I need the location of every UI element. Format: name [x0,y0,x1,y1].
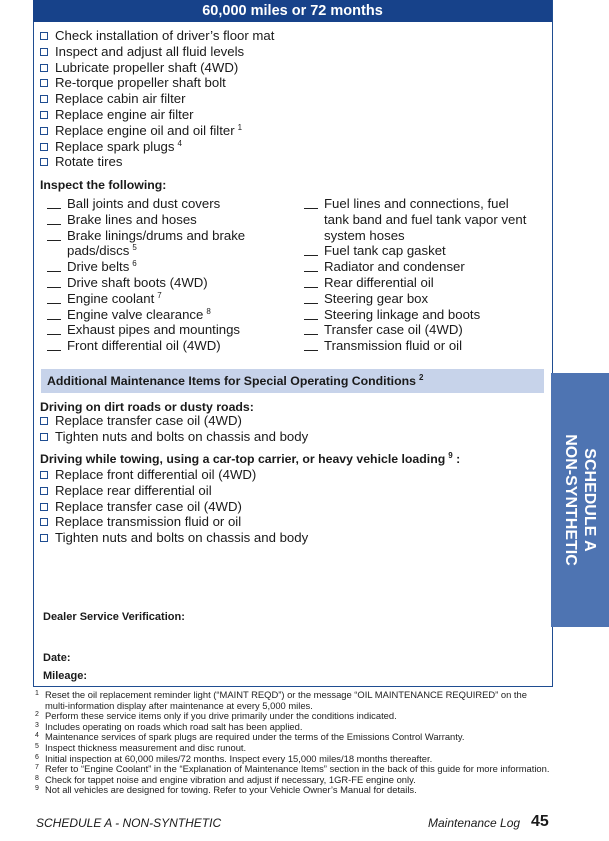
item-label: Engine coolant [67,290,155,306]
towing-heading: Driving while towing, using a car-top carrier, or heavy vehicle loading $^9$ : [40,451,461,466]
item-label: Lubricate propeller shaft (4WD) [55,59,239,75]
inspect-item [304,243,536,259]
checkbox[interactable] [40,471,48,479]
item-label: Drive shaft boots (4WD) [67,274,208,290]
footnote-text: Refer to “Engine Coolant” in the “Explanation of Maintenance Items” section in the back of this guide for more information. [45,763,550,775]
footnote-ref: 6 [132,259,137,269]
inspect-item [47,275,247,291]
towing-item [40,514,308,530]
check-blank[interactable] [304,334,318,335]
footnote-text: Check for tappet noise and engine vibration and adjust if necessary, 1GR-FE engine only. [45,773,416,785]
footnote-text: Reset the oil replacement reminder light (“MAINT REQD”) or the message “OIL MAINTENANCE REQUIRED” on the multi-information display after maintenance at every 5,000 miles. [45,689,527,711]
dirt-roads-list [40,413,308,445]
footnote [35,785,551,796]
item-label: Transmission fluid or oil [324,338,463,354]
item-label: Inspect and adjust all fluid levels [55,43,245,59]
footnote-number: 2 [35,711,39,719]
service-item [40,107,274,123]
check-blank[interactable] [47,334,61,335]
check-blank[interactable] [304,319,318,320]
item-label: Rotate tires [55,154,123,170]
check-blank[interactable] [47,303,61,304]
checkbox[interactable] [40,433,48,441]
checkbox[interactable] [40,503,48,511]
towing-item [40,483,308,499]
footnotes [35,690,551,796]
check-blank[interactable] [304,287,318,288]
footnote-number: 3 [35,721,39,729]
inspect-item [47,228,247,260]
footnote-ref: 5 [132,243,137,253]
footnote-ref: 7 [157,290,162,300]
check-blank[interactable] [304,255,318,256]
date-label: Date: [43,652,71,664]
item-label: Ball joints and dust covers [67,196,221,211]
item-label: Re-torque propeller shaft bolt [55,75,226,91]
additional-maintenance-band [41,369,544,393]
item-label: Steering gear box [324,290,429,306]
inspect-item [47,212,247,228]
item-label: Replace transfer case oil (4WD) [55,498,242,514]
check-blank[interactable] [47,350,61,351]
inspect-heading: Inspect the following: [40,178,167,192]
additional-maintenance-title: Additional Maintenance Items for Special Operating Conditions $^2$ [47,373,424,388]
item-label: Steering linkage and boots [324,306,481,322]
footnote-text: Perform these service items only if you drive primarily under the conditions indicated. [45,710,397,722]
check-blank[interactable] [304,350,318,351]
footnote-number: 1 [35,690,39,697]
inspect-item [304,307,536,323]
check-blank[interactable] [47,271,61,272]
checkbox[interactable] [40,417,48,425]
check-blank[interactable] [47,319,61,320]
footer-schedule-label: SCHEDULE A - NON-SYNTHETIC [36,816,222,830]
footnote-text: Inspect thickness measurement and disc runout. [45,741,247,753]
inspect-item [47,307,247,323]
dirt-item [40,429,308,445]
page-number: 45 [531,813,549,830]
footnote-text: Not all vehicles are designed for towing. Refer to your Vehicle Owner’s Manual for details. [45,784,417,796]
footnote-number: 5 [35,742,39,750]
inspect-item [304,196,536,243]
item-label: Drive belts [67,259,130,275]
side-tab-label: SCHEDULE A NON-SYNTHETIC [562,434,598,566]
footnote-text: Maintenance services of spark plugs are required under the terms of the Emissions Control Warranty. [45,731,465,743]
schedule-side-tab [551,373,609,627]
item-label: Replace rear differential oil [55,482,212,498]
interval-header: 60,000 miles or 72 months [33,0,552,22]
item-label: Rear differential oil [324,274,434,290]
item-label: Fuel lines and connections, fuel tank band and fuel tank vapor vent system hoses [324,196,527,243]
footer-log-label: Maintenance Log [428,816,521,830]
item-label: Tighten nuts and bolts on chassis and body [55,428,309,444]
checkbox[interactable] [40,95,48,103]
check-blank[interactable] [304,303,318,304]
towing-list [40,467,308,546]
inspect-item [304,322,536,338]
inspect-item [47,322,247,338]
item-label: Fuel tank cap gasket [324,243,446,259]
service-item [40,123,274,139]
service-item [40,75,274,91]
footnote-number: 4 [35,732,39,740]
inspect-item [304,275,536,291]
dirt-roads-heading: Driving on dirt roads or dusty roads: [40,400,254,414]
checkbox[interactable] [40,534,48,542]
item-label: Replace transmission fluid or oil [55,514,242,530]
footnote-number: 6 [35,753,39,761]
inspect-item [304,291,536,307]
checkbox[interactable] [40,487,48,495]
inspect-list-right [304,196,536,354]
checkbox[interactable] [40,158,48,166]
inspect-item [304,259,536,275]
item-label: Radiator and condenser [324,259,465,275]
item-label: Brake lines and hoses [67,211,197,227]
check-blank[interactable] [47,224,61,225]
check-blank[interactable] [304,208,318,209]
service-item [40,60,274,76]
towing-item [40,530,308,546]
checkbox[interactable] [40,518,48,526]
item-label: Check installation of driver’s floor mat [55,28,275,43]
checkbox[interactable] [40,48,48,56]
mileage-label: Mileage: [43,670,88,682]
item-label: Transfer case oil (4WD) [324,322,463,338]
checkbox[interactable] [40,32,48,40]
service-item [40,139,274,155]
inspect-item [47,291,247,307]
footnote-ref: 1 [237,122,243,132]
service-item [40,44,274,60]
check-blank[interactable] [47,208,61,209]
footnote-ref: 4 [177,138,182,148]
footnote [35,690,551,711]
inspect-item [47,259,247,275]
checkbox[interactable] [40,79,48,87]
footnote-number: 8 [35,774,39,782]
dealer-verification-label: Dealer Service Verification: [43,611,185,623]
service-item [40,28,274,44]
checkbox[interactable] [40,143,48,151]
service-item [40,154,274,170]
service-items-list [40,28,274,170]
towing-item [40,499,308,515]
footnote-number: 7 [35,764,39,772]
item-label: Replace engine air filter [55,106,194,122]
checkbox[interactable] [40,64,48,72]
towing-item [40,467,308,483]
item-label: Replace transfer case oil (4WD) [55,413,242,428]
item-label: Tighten nuts and bolts on chassis and body [55,530,309,546]
check-blank[interactable] [304,271,318,272]
item-label: Replace front differential oil (4WD) [55,467,257,482]
footnote-text: Includes operating on roads which road salt has been applied. [45,720,303,732]
check-blank[interactable] [47,240,61,241]
item-label: Front differential oil (4WD) [67,338,221,354]
footnote-text: Initial inspection at 60,000 miles/72 months. Inspect every 15,000 miles/18 months thereafter. [45,752,433,764]
item-label: Replace engine oil and oil filter [55,122,235,138]
footnote-number: 9 [35,785,39,793]
item-label: Brake linings/drums and brake pads/discs [67,227,246,259]
item-label: Replace cabin air filter [55,91,186,107]
inspect-item [47,196,247,212]
dirt-item [40,413,308,429]
check-blank[interactable] [47,287,61,288]
footnote-ref: 8 [206,306,211,316]
checkbox[interactable] [40,111,48,119]
item-label: Exhaust pipes and mountings [67,322,241,338]
inspect-item [47,338,247,354]
item-label: Replace spark plugs [55,138,175,154]
checkbox[interactable] [40,127,48,135]
inspect-list-left [47,196,247,354]
inspect-item [304,338,536,354]
service-item [40,91,274,107]
item-label: Engine valve clearance [67,306,204,322]
